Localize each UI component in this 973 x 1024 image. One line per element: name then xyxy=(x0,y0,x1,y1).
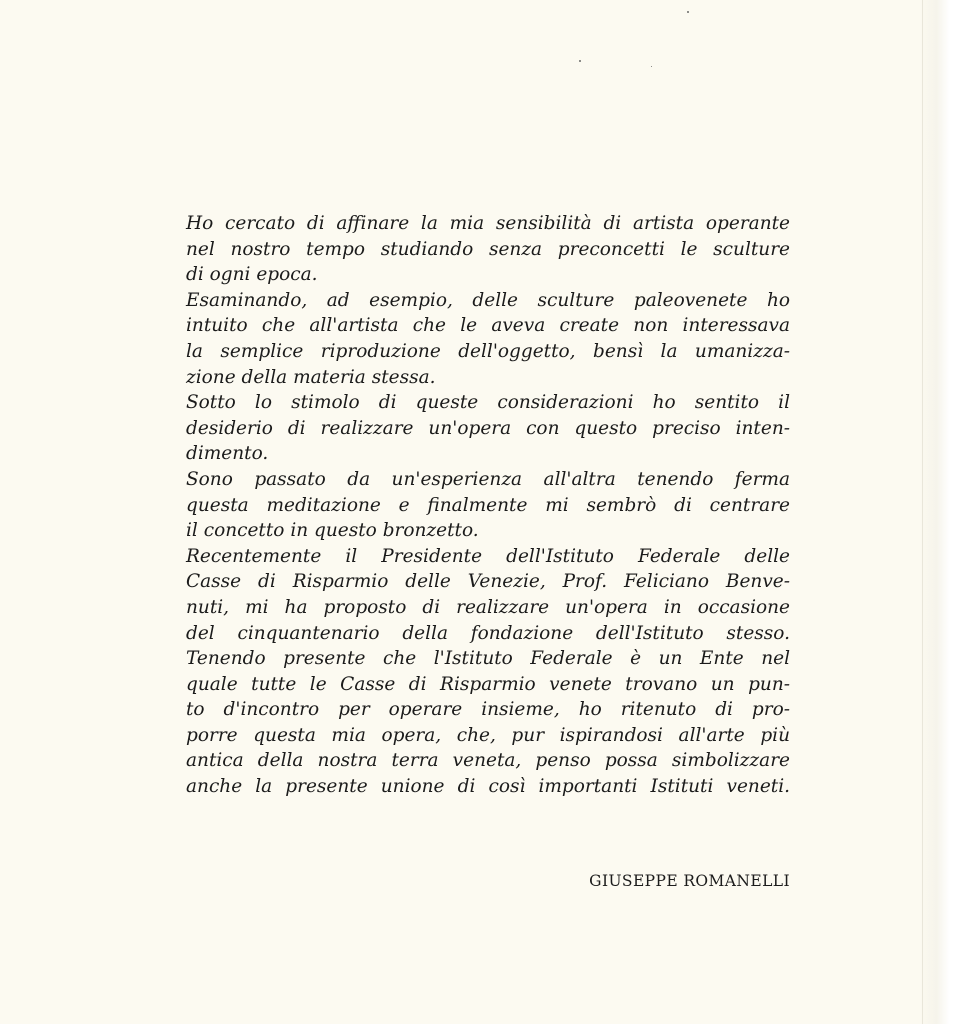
text-line: Recentemente il Presidente dell'Istituto Federale delle xyxy=(186,545,790,567)
text-line: Sotto lo stimolo di queste considerazioni ho sentito il xyxy=(186,392,790,414)
text-line: porre questa mia opera, che, pur ispirandosi all'arte più xyxy=(186,724,790,746)
text-line: dimento. xyxy=(186,443,269,465)
text-line: desiderio di realizzare un'opera con questo preciso inten- xyxy=(186,417,790,439)
paragraph-2 xyxy=(186,288,790,390)
paragraph-1 xyxy=(186,211,790,288)
text-line: del cinquantenario della fondazione dell'Istituto stesso. xyxy=(186,622,790,644)
text-line: Casse di Risparmio delle Venezie, Prof. Feliciano Benve- xyxy=(186,571,790,593)
paragraph-5 xyxy=(186,544,790,646)
text-line: nel nostro tempo studiando senza preconcetti le sculture xyxy=(186,238,790,260)
text-line: il concetto in questo bronzetto. xyxy=(186,520,479,542)
paragraph-3 xyxy=(186,390,790,467)
text-line: zione della materia stessa. xyxy=(186,366,436,388)
paper-speck xyxy=(651,66,652,67)
paragraph-4 xyxy=(186,467,790,544)
text-line: questa meditazione e finalmente mi sembrò di centrare xyxy=(186,494,790,516)
paper-speck xyxy=(687,11,689,13)
statement-text xyxy=(186,211,790,800)
paper-speck xyxy=(579,60,581,62)
text-line: la semplice riproduzione dell'oggetto, bensì la umanizza- xyxy=(186,340,790,362)
page-edge-line xyxy=(922,0,923,1024)
paragraph-6 xyxy=(186,646,790,800)
text-line: intuito che all'artista che le aveva create non interessava xyxy=(186,315,790,337)
text-line: anche la presente unione di così importanti Istituti veneti. xyxy=(186,776,790,798)
text-line: Tenendo presente che l'Istituto Federale è un Ente nel xyxy=(186,648,790,670)
text-line: di ogni epoca. xyxy=(186,264,318,286)
page-edge xyxy=(921,0,973,1024)
text-line: nuti, mi ha proposto di realizzare un'opera in occasione xyxy=(186,596,790,618)
author-signature: GIUSEPPE ROMANELLI xyxy=(589,872,790,890)
text-line: to d'incontro per operare insieme, ho ritenuto di pro- xyxy=(186,699,790,721)
text-line: Ho cercato di affinare la mia sensibilità di artista operante xyxy=(186,213,790,234)
text-line: quale tutte le Casse di Risparmio venete trovano un pun- xyxy=(186,673,790,695)
text-line: Esaminando, ad esempio, delle sculture paleovenete ho xyxy=(186,289,790,311)
text-line: Sono passato da un'esperienza all'altra tenendo ferma xyxy=(186,468,790,490)
text-line: antica della nostra terra veneta, penso possa simbolizzare xyxy=(186,750,790,772)
